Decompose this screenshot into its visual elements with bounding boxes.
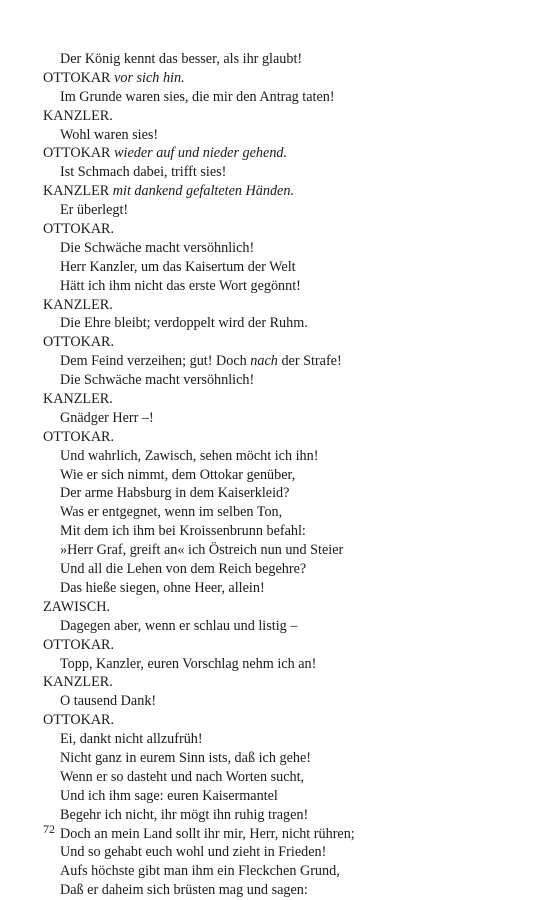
verse-line: Gnädger Herr –! <box>60 409 154 426</box>
verse-line: Doch an mein Land sollt ihr mir, Herr, nicht rühren; <box>60 825 355 842</box>
stage-direction: vor sich hin. <box>114 69 185 86</box>
verse-line: Der arme Habsburg in dem Kaiserkleid? <box>60 485 290 502</box>
verse-line: Nicht ganz in eurem Sinn ists, daß ich gehe! <box>60 749 311 766</box>
speaker-line <box>43 428 513 447</box>
speaker-name: ZAWISCH. <box>43 598 111 615</box>
speaker-name: KANZLER. <box>43 674 113 691</box>
speaker-name: OTTOKAR <box>43 145 111 162</box>
speaker-line <box>43 182 513 201</box>
speaker-line <box>43 333 513 352</box>
speaker-line <box>43 636 513 655</box>
speaker-line <box>43 673 513 692</box>
speaker-name: OTTOKAR. <box>43 428 115 445</box>
verse-line: »Herr Graf, greift an« ich Östreich nun und Steier <box>60 542 344 559</box>
speaker-line <box>43 390 513 409</box>
speaker-name: OTTOKAR. <box>43 712 115 729</box>
verse-line <box>43 352 513 371</box>
speaker-line <box>43 69 513 88</box>
stage-direction: mit dankend gefalteten Händen. <box>112 183 294 200</box>
verse-line: Und ich ihm sage: euren Kaisermantel <box>60 787 278 804</box>
verse-line: Wenn er so dasteht und nach Worten sucht, <box>60 768 305 785</box>
verse-line: Mit dem ich ihm bei Kroissenbrunn befahl: <box>60 523 306 540</box>
verse-line: Und so gehabt euch wohl und zieht in Frieden! <box>60 844 327 861</box>
speaker-line <box>43 711 513 730</box>
speaker-name: KANZLER <box>43 183 110 200</box>
speaker-name: OTTOKAR. <box>43 334 115 351</box>
verse-line: Daß er daheim sich brüsten mag und sagen: <box>60 882 308 899</box>
speaker-name: OTTOKAR <box>43 69 111 86</box>
verse-line: Wohl waren sies! <box>60 126 159 143</box>
speaker-name: KANZLER. <box>43 107 113 124</box>
speaker-line <box>43 598 513 617</box>
verse-line: Ei, dankt nicht allzufrüh! <box>60 731 203 748</box>
verse-line: Im Grunde waren sies, die mir den Antrag taten! <box>60 88 335 105</box>
page-text <box>43 50 513 900</box>
speaker-name: KANZLER. <box>43 391 113 408</box>
speaker-name: KANZLER. <box>43 296 113 313</box>
verse-line: Dagegen aber, wenn er schlau und listig – <box>60 617 298 634</box>
verse-line: Wie er sich nimmt, dem Ottokar genüber, <box>60 466 296 483</box>
verse-line: Was er entgegnet, wenn im selben Ton, <box>60 504 283 521</box>
verse-line: Ist Schmach dabei, trifft sies! <box>60 164 227 181</box>
verse-line: Die Schwäche macht versöhnlich! <box>60 239 255 256</box>
speaker-line <box>43 107 513 126</box>
verse-line: Hätt ich ihm nicht das erste Wort gegönnt! <box>60 277 301 294</box>
stage-direction: wieder auf und nieder gehend. <box>114 145 288 162</box>
verse-line: Er überlegt! <box>60 202 129 219</box>
verse-line: Und all die Lehen von dem Reich begehre? <box>60 561 307 578</box>
verse-line: Die Schwäche macht versöhnlich! <box>60 372 255 389</box>
verse-line: Aufs höchste gibt man ihm ein Fleckchen Grund, <box>60 863 340 880</box>
speaker-name: OTTOKAR. <box>43 636 115 653</box>
speaker-line <box>43 144 513 163</box>
verse-line: Die Ehre bleibt; verdoppelt wird der Ruhm. <box>60 315 308 332</box>
verse-line: Herr Kanzler, um das Kaisertum der Welt <box>60 258 296 275</box>
verse-line: Das hieße siegen, ohne Heer, allein! <box>60 579 265 596</box>
speaker-line <box>43 296 513 315</box>
verse-line: Und wahrlich, Zawisch, sehen möcht ich ihn! <box>60 447 319 464</box>
verse-line: Topp, Kanzler, euren Vorschlag nehm ich an! <box>60 655 317 672</box>
verse-line: Der König kennt das besser, als ihr glaubt! <box>60 51 303 67</box>
verse-line: O tausend Dank! <box>60 693 157 710</box>
verse-text: der Strafe! <box>277 353 342 370</box>
speaker-name: OTTOKAR. <box>43 221 115 238</box>
page-number: 72 <box>43 822 55 836</box>
speaker-line <box>43 220 513 239</box>
emphasized-word: nach <box>250 353 278 370</box>
verse-text: Dem Feind verzeihen; gut! Doch <box>60 353 251 370</box>
verse-line: Begehr ich nicht, ihr mögt ihn ruhig tragen! <box>60 806 309 823</box>
